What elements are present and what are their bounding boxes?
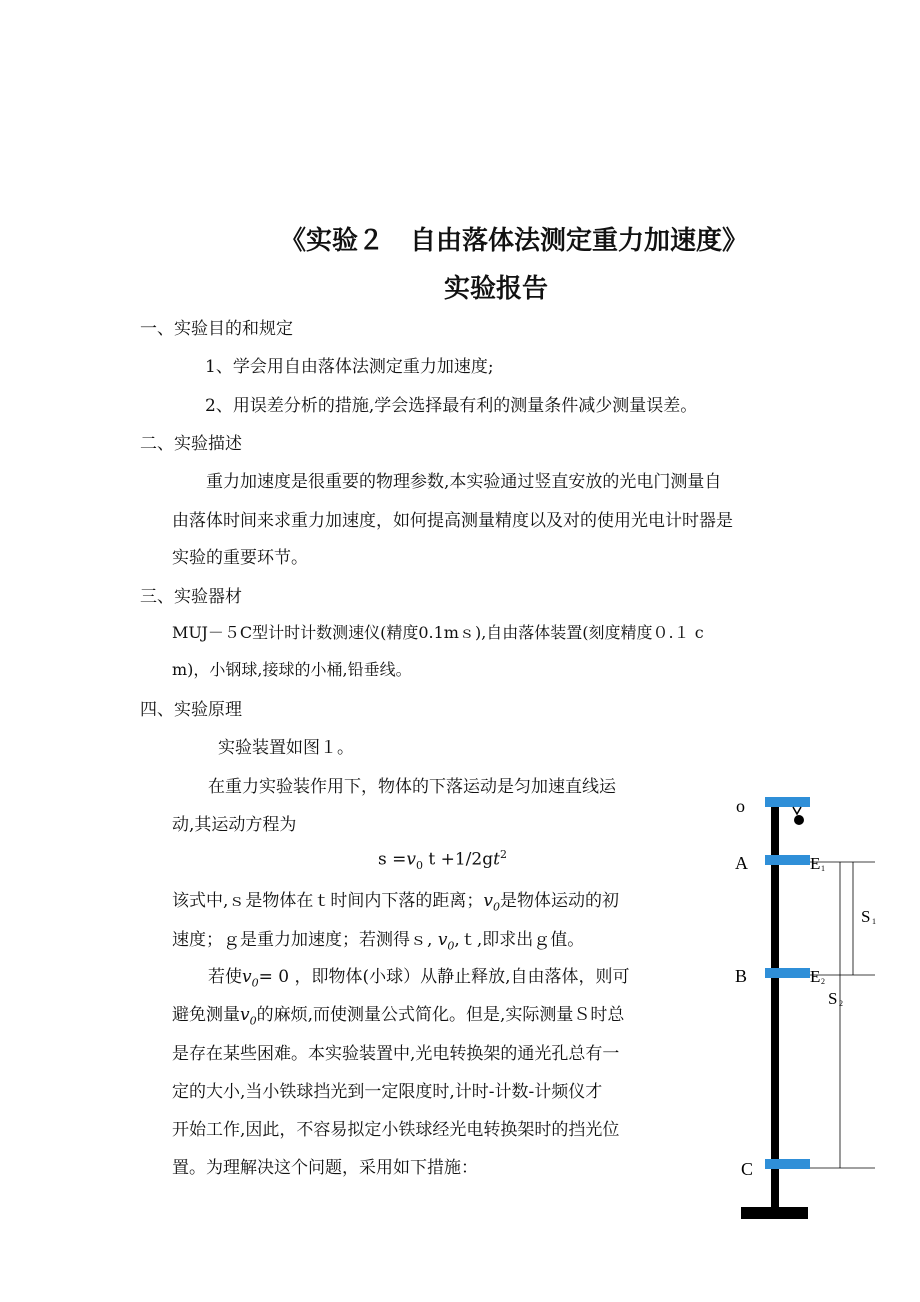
para2-v0-2: $v_0$ [437, 930, 455, 953]
photogate-b [765, 968, 810, 978]
section-heading-2: 二、实验描述 [140, 434, 242, 454]
section-heading-1: 一、实验目的和规定 [140, 319, 293, 339]
page-title: 《实验２ 自由落体法测定重力加速度》 [280, 226, 749, 256]
photogate-c [765, 1159, 810, 1169]
para2-line1-a: 该式中,ｓ是物体在ｔ时间内下落的距离； [172, 891, 484, 911]
para3-line2-a: 避免测量 [172, 1005, 240, 1025]
principle-para3-line-4: 定的大小,当小铁球挡光到一定限度时,计时-计数-计频仪才 [172, 1082, 603, 1102]
label-a: A [735, 853, 748, 873]
label-e2-sub: 2 [821, 977, 825, 986]
label-s2-sub: 2 [839, 999, 843, 1008]
label-s1-sub: 1 [872, 917, 876, 926]
principle-para1-line-2: 动,其运动方程为 [172, 815, 297, 835]
eq-sup: 2 [499, 848, 507, 861]
label-s2: S [828, 989, 838, 1008]
label-s1: S [861, 907, 871, 926]
label-b: B [735, 966, 748, 986]
para3-line2-b: 的麻烦,而使测量公式简化。但是,实际测量Ｓ时总 [256, 1005, 625, 1025]
para3-line1-a: 若使 [208, 967, 242, 987]
para2-line1-b: 是物体运动的初 [500, 891, 620, 911]
eq-v-sub: 0 [415, 859, 423, 873]
eq-t: t [493, 849, 500, 870]
objective-item-2: 2、用误差分析的措施,学会选择最有利的测量条件减少测量误差。 [205, 396, 698, 416]
eq-t-term: t +1/2g [422, 849, 494, 870]
description-line-2: 由落体时间来求重力加速度，如何提高测量精度以及对的使用光电计时器是 [172, 511, 733, 531]
section-heading-3: 三、实验器材 [140, 587, 242, 607]
principle-intro: 实验装置如图１。 [218, 738, 354, 758]
vertical-post [771, 804, 779, 1212]
release-bracket [765, 797, 810, 807]
description-line-1: 重力加速度是很重要的物理参数,本实验通过竖直安放的光电门测量自 [206, 472, 722, 492]
ball-holder [793, 807, 801, 814]
para3-v0-2: $v_0$ [240, 1005, 257, 1028]
para3-v0-1: $v_0$ [242, 967, 259, 990]
label-o: o [736, 796, 745, 816]
label-c: C [741, 1159, 754, 1179]
para2-line2-b: ,ｔ,即求出ｇ值。 [454, 930, 585, 950]
section-heading-4: 四、实验原理 [140, 700, 242, 720]
equipment-line-1: MUJ－５C型计时计数测速仪(精度0.1mｓ),自由落体装置(刻度精度０.１ c [172, 623, 704, 642]
para3-line1-b: = 0 ，即物体(小球）从静止释放,自由落体，则可 [258, 967, 630, 987]
steel-ball [794, 815, 804, 825]
para2-v0-1: $v_0$ [483, 891, 501, 914]
description-line-3: 实验的重要环节。 [172, 548, 308, 568]
principle-para3-line-6: 置。为理解决这个问题，采用如下措施： [172, 1158, 478, 1178]
principle-para3-line-5: 开始工作,因此，不容易拟定小铁球经光电转换架时的挡光位 [172, 1120, 620, 1140]
base-plate [741, 1207, 808, 1219]
eq-v: v [406, 849, 416, 870]
page-subtitle: 实验报告 [444, 274, 549, 304]
label-e1-sub: 1 [821, 864, 825, 873]
eq-lhs: s = [378, 849, 407, 870]
principle-para1-line-1: 在重力实验装作用下，物体的下落运动是匀加速直线运 [208, 777, 616, 797]
photogate-a [765, 855, 810, 865]
principle-para3-line-3: 是存在某些困难。本实验装置中,光电转换架的通光孔总有一 [172, 1044, 620, 1064]
para2-line2-a: 速度；ｇ是重力加速度；若测得ｓ, [172, 930, 438, 950]
equipment-line-2: m)，小钢球,接球的小桶,铅垂线。 [172, 660, 412, 679]
objective-item-1: 1、学会用自由落体法测定重力加速度; [205, 357, 494, 377]
label-e2: E [810, 967, 821, 986]
label-e1: E [810, 854, 821, 873]
